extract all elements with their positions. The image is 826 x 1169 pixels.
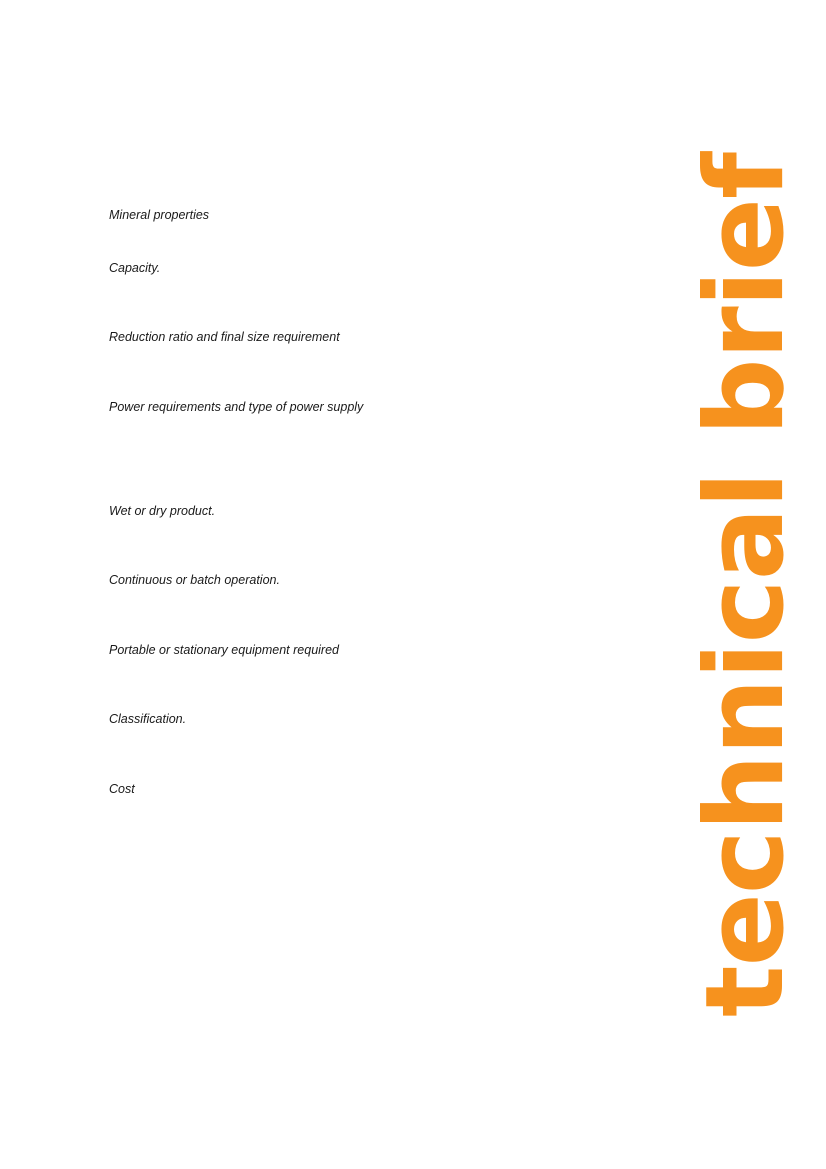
body-line: Power requirements and type of power supply	[109, 399, 364, 414]
spacer	[109, 519, 539, 573]
spacer	[109, 224, 539, 261]
body-line: Portable or stationary equipment required	[109, 642, 339, 657]
spacer	[109, 658, 539, 712]
spacer	[109, 728, 539, 782]
body-line: Mineral properties	[109, 208, 210, 222]
body-line: Classification.	[109, 712, 187, 727]
sidebar-title-banner	[666, 0, 826, 1169]
body-line: Reduction ratio and final size requirement	[109, 330, 340, 345]
spacer	[109, 589, 539, 643]
body-line: Wet or dry product.	[109, 503, 216, 518]
sidebar-title-text: technical brief	[683, 152, 808, 1017]
body-line: Capacity.	[109, 260, 161, 275]
body-line: Continuous or batch operation.	[109, 573, 280, 588]
spacer	[109, 416, 539, 504]
spacer	[109, 346, 539, 400]
body-text-block	[109, 208, 539, 798]
spacer	[109, 276, 539, 330]
body-line: Cost	[109, 782, 135, 796]
